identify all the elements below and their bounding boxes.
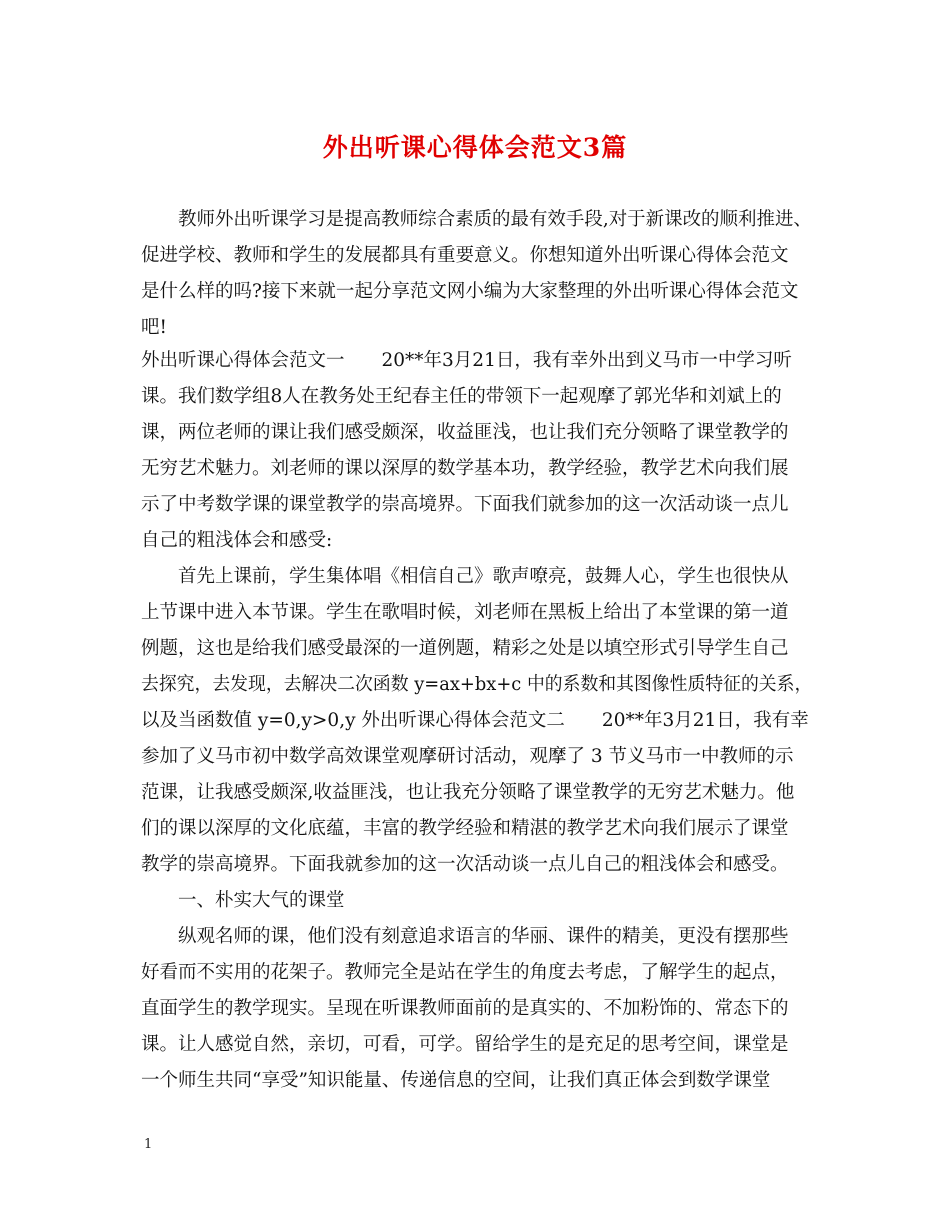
- paragraph-line: 是什么样的吗?接下来就一起分享范文网小编为大家整理的外出听课心得体会范文: [141, 281, 799, 302]
- paragraph-line: 范课，让我感受颇深,收益匪浅，也让我充分领略了课堂教学的无穷艺术魅力。他: [141, 782, 795, 803]
- paragraph-line: 纵观名师的课，他们没有刻意追求语言的华丽、课件的精美，更没有摆那些: [178, 926, 789, 947]
- paragraph-line: 自己的粗浅体会和感受:: [141, 530, 333, 551]
- paragraph-line: 教学的崇高境界。下面我就参加的这一次活动谈一点儿自己的粗浅体会和感受。: [141, 854, 789, 875]
- paragraph-line: 去探究，去发现，去解决二次函数 y=ax+bx+c 中的系数和其图像性质特征的关系，: [141, 674, 813, 695]
- paragraph-line: 外出听课心得体会范文一 20**年3月21日，我有幸外出到义马市一中学习听: [141, 350, 792, 371]
- paragraph-line: 教师外出听课学习是提高教师综合素质的最有效手段,对于新课改的顺利推进、: [178, 209, 812, 230]
- paragraph-line: 无穷艺术魅力。刘老师的课以深厚的数学基本功，教学经验，教学艺术向我们展: [141, 458, 789, 479]
- paragraph-line: 示了中考数学课的课堂教学的崇高境界。下面我们就参加的这一次活动谈一点儿: [141, 494, 789, 515]
- paragraph-line: 首先上课前，学生集体唱《相信自己》歌声嘹亮，鼓舞人心，学生也很快从: [178, 566, 789, 587]
- document-title: 外出听课心得体会范文3篇: [322, 133, 628, 162]
- paragraph-line: 吧!: [141, 317, 167, 338]
- paragraph-line: 一个师生共同“享受”知识能量、传递信息的空间，让我们真正体会到数学课堂: [141, 1070, 771, 1091]
- paragraph-line: 课。让人感觉自然，亲切，可看，可学。留给学生的是充足的思考空间，课堂是: [141, 1034, 789, 1055]
- section-heading: 一、朴实大气的课堂: [178, 890, 345, 911]
- page-number: 1: [144, 1137, 153, 1152]
- paragraph-line: 参加了义马市初中数学高效课堂观摩研讨活动，观摩了 3 节义马市一中教师的示: [141, 746, 794, 767]
- paragraph-line: 直面学生的教学现实。呈现在听课教师面前的是真实的、不加粉饰的、常态下的: [141, 998, 789, 1019]
- paragraph-line: 课，两位老师的课让我们感受颇深，收益匪浅，也让我们充分领略了课堂教学的: [141, 422, 789, 443]
- paragraph-line: 好看而不实用的花架子。教师完全是站在学生的角度去考虑，了解学生的起点，: [141, 962, 789, 983]
- paragraph-line: 促进学校、教师和学生的发展都具有重要意义。你想知道外出听课心得体会范文: [141, 245, 789, 266]
- paragraph-line: 们的课以深厚的文化底蕴，丰富的教学经验和精湛的教学艺术向我们展示了课堂: [141, 818, 789, 839]
- paragraph-line: 例题，这也是给我们感受最深的一道例题，精彩之处是以填空形式引导学生自己: [141, 638, 789, 659]
- paragraph-line: 上节课中进入本节课。学生在歌唱时候，刘老师在黑板上给出了本堂课的第一道: [141, 602, 789, 623]
- paragraph-line: 课。我们数学组8人在教务处王纪春主任的带领下一起观摩了郭光华和刘斌上的: [141, 386, 782, 407]
- paragraph-line: 以及当函数值 y=0,y>0,y 外出听课心得体会范文二 20**年3月21日，我有幸: [141, 710, 809, 731]
